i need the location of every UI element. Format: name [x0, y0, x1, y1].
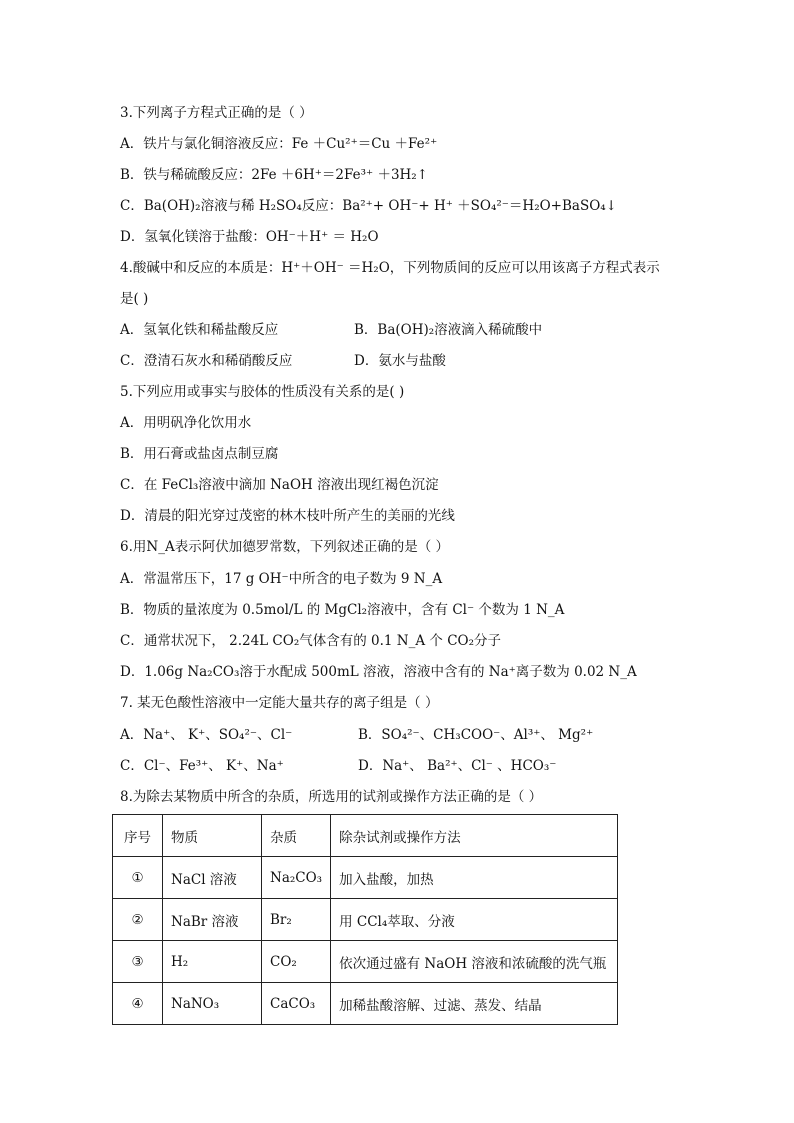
q4-option-c: C．澄清石灰水和稀硝酸反应	[120, 353, 293, 369]
table-cell: CO₂	[262, 941, 331, 983]
table-row	[113, 941, 618, 983]
q3-option-d: D．氢氧化镁溶于盐酸：OH⁻＋H⁺ ＝ H₂O	[120, 229, 379, 245]
table-cell: NaCl 溶液	[163, 857, 262, 899]
table-cell: 加入盐酸，加热	[331, 857, 618, 899]
table-row	[113, 899, 618, 941]
header-cell: 除杂试剂或操作方法	[331, 815, 618, 857]
table-cell: H₂	[163, 941, 262, 983]
q7-option-d: D．Na⁺、 Ba²⁺、Cl⁻ 、HCO₃⁻	[358, 758, 557, 774]
table-row	[113, 857, 618, 899]
q4-stem-line2: 是( )	[120, 291, 149, 307]
q4-option-a: A．氢氧化铁和稀盐酸反应	[120, 322, 279, 338]
q5-stem: 5.下列应用或事实与胶体的性质没有关系的是( )	[120, 384, 405, 400]
q6-option-a: A．常温常压下，17 g OH⁻中所含的电子数为 9 N_A	[120, 571, 443, 587]
q8-stem: 8.为除去某物质中所含的杂质，所选用的试剂或操作方法正确的是（ ）	[120, 789, 543, 805]
header-cell: 物质	[163, 815, 262, 857]
q6-stem: 6.用N_A表示阿伏加德罗常数，下列叙述正确的是（ ）	[120, 539, 449, 555]
table-cell: Br₂	[262, 899, 331, 941]
q3-option-b: B．铁与稀硫酸反应：2Fe ＋6H⁺＝2Fe³⁺ ＋3H₂↑	[120, 167, 429, 183]
q5-option-c: C．在 FeCl₃溶液中滴加 NaOH 溶液出现红褐色沉淀	[120, 477, 439, 493]
table-cell: ③	[113, 941, 163, 983]
q3-stem: 3.下列离子方程式正确的是（ ）	[120, 105, 313, 121]
table-cell: ④	[113, 983, 163, 1025]
header-cell: 序号	[113, 815, 163, 857]
q4-stem-line1: 4.酸碱中和反应的本质是：H⁺＋OH⁻ ＝H₂O，下列物质间的反应可以用该离子方程式表示	[120, 260, 660, 276]
table-cell: NaNO₃	[163, 983, 262, 1025]
q4-option-b: B．Ba(OH)₂溶液滴入稀硫酸中	[354, 322, 543, 338]
q5-option-d: D．清晨的阳光穿过茂密的林木枝叶所产生的美丽的光线	[120, 508, 455, 524]
header-cell: 杂质	[262, 815, 331, 857]
q3-option-a: A．铁片与氯化铜溶液反应：Fe ＋Cu²⁺＝Cu ＋Fe²⁺	[120, 136, 438, 152]
q7-option-b: B．SO₄²⁻、CH₃COO⁻、Al³⁺、 Mg²⁺	[358, 727, 594, 743]
q7-option-c: C．Cl⁻、Fe³⁺、 K⁺、Na⁺	[120, 758, 284, 774]
table-cell: ②	[113, 899, 163, 941]
q5-option-b: B．用石膏或盐卤点制豆腐	[120, 446, 279, 462]
table-header-row	[113, 815, 618, 857]
impurity-table	[112, 814, 618, 1025]
table-cell: Na₂CO₃	[262, 857, 331, 899]
q6-option-d: D．1.06g Na₂CO₃溶于水配成 500mL 溶液，溶液中含有的 Na⁺离子数为 0.02 N_A	[120, 664, 637, 680]
q6-option-b: B．物质的量浓度为 0.5mol/L 的 MgCl₂溶液中，含有 Cl⁻ 个数为 1 N_A	[120, 602, 565, 618]
q4-option-d: D．氨水与盐酸	[354, 353, 446, 369]
q7-option-a: A．Na⁺、 K⁺、SO₄²⁻、Cl⁻	[120, 727, 293, 743]
table-cell: 依次通过盛有 NaOH 溶液和浓硫酸的洗气瓶	[331, 941, 618, 983]
table-row	[113, 983, 618, 1025]
table-cell: ①	[113, 857, 163, 899]
table-cell: CaCO₃	[262, 983, 331, 1025]
q6-option-c: C．通常状况下， 2.24L CO₂气体含有的 0.1 N_A 个 CO₂分子	[120, 633, 501, 649]
table-cell: 用 CCl₄萃取、分液	[331, 899, 618, 941]
table-cell: 加稀盐酸溶解、过滤、蒸发、结晶	[331, 983, 618, 1025]
q3-option-c: C．Ba(OH)₂溶液与稀 H₂SO₄反应：Ba²⁺+ OH⁻+ H⁺ ＋SO₄²⁻＝H₂O+BaSO₄↓	[120, 198, 617, 214]
q7-stem: 7. 某无色酸性溶液中一定能大量共存的离子组是（ ）	[120, 695, 439, 711]
q5-option-a: A．用明矾净化饮用水	[120, 415, 252, 431]
table-cell: NaBr 溶液	[163, 899, 262, 941]
